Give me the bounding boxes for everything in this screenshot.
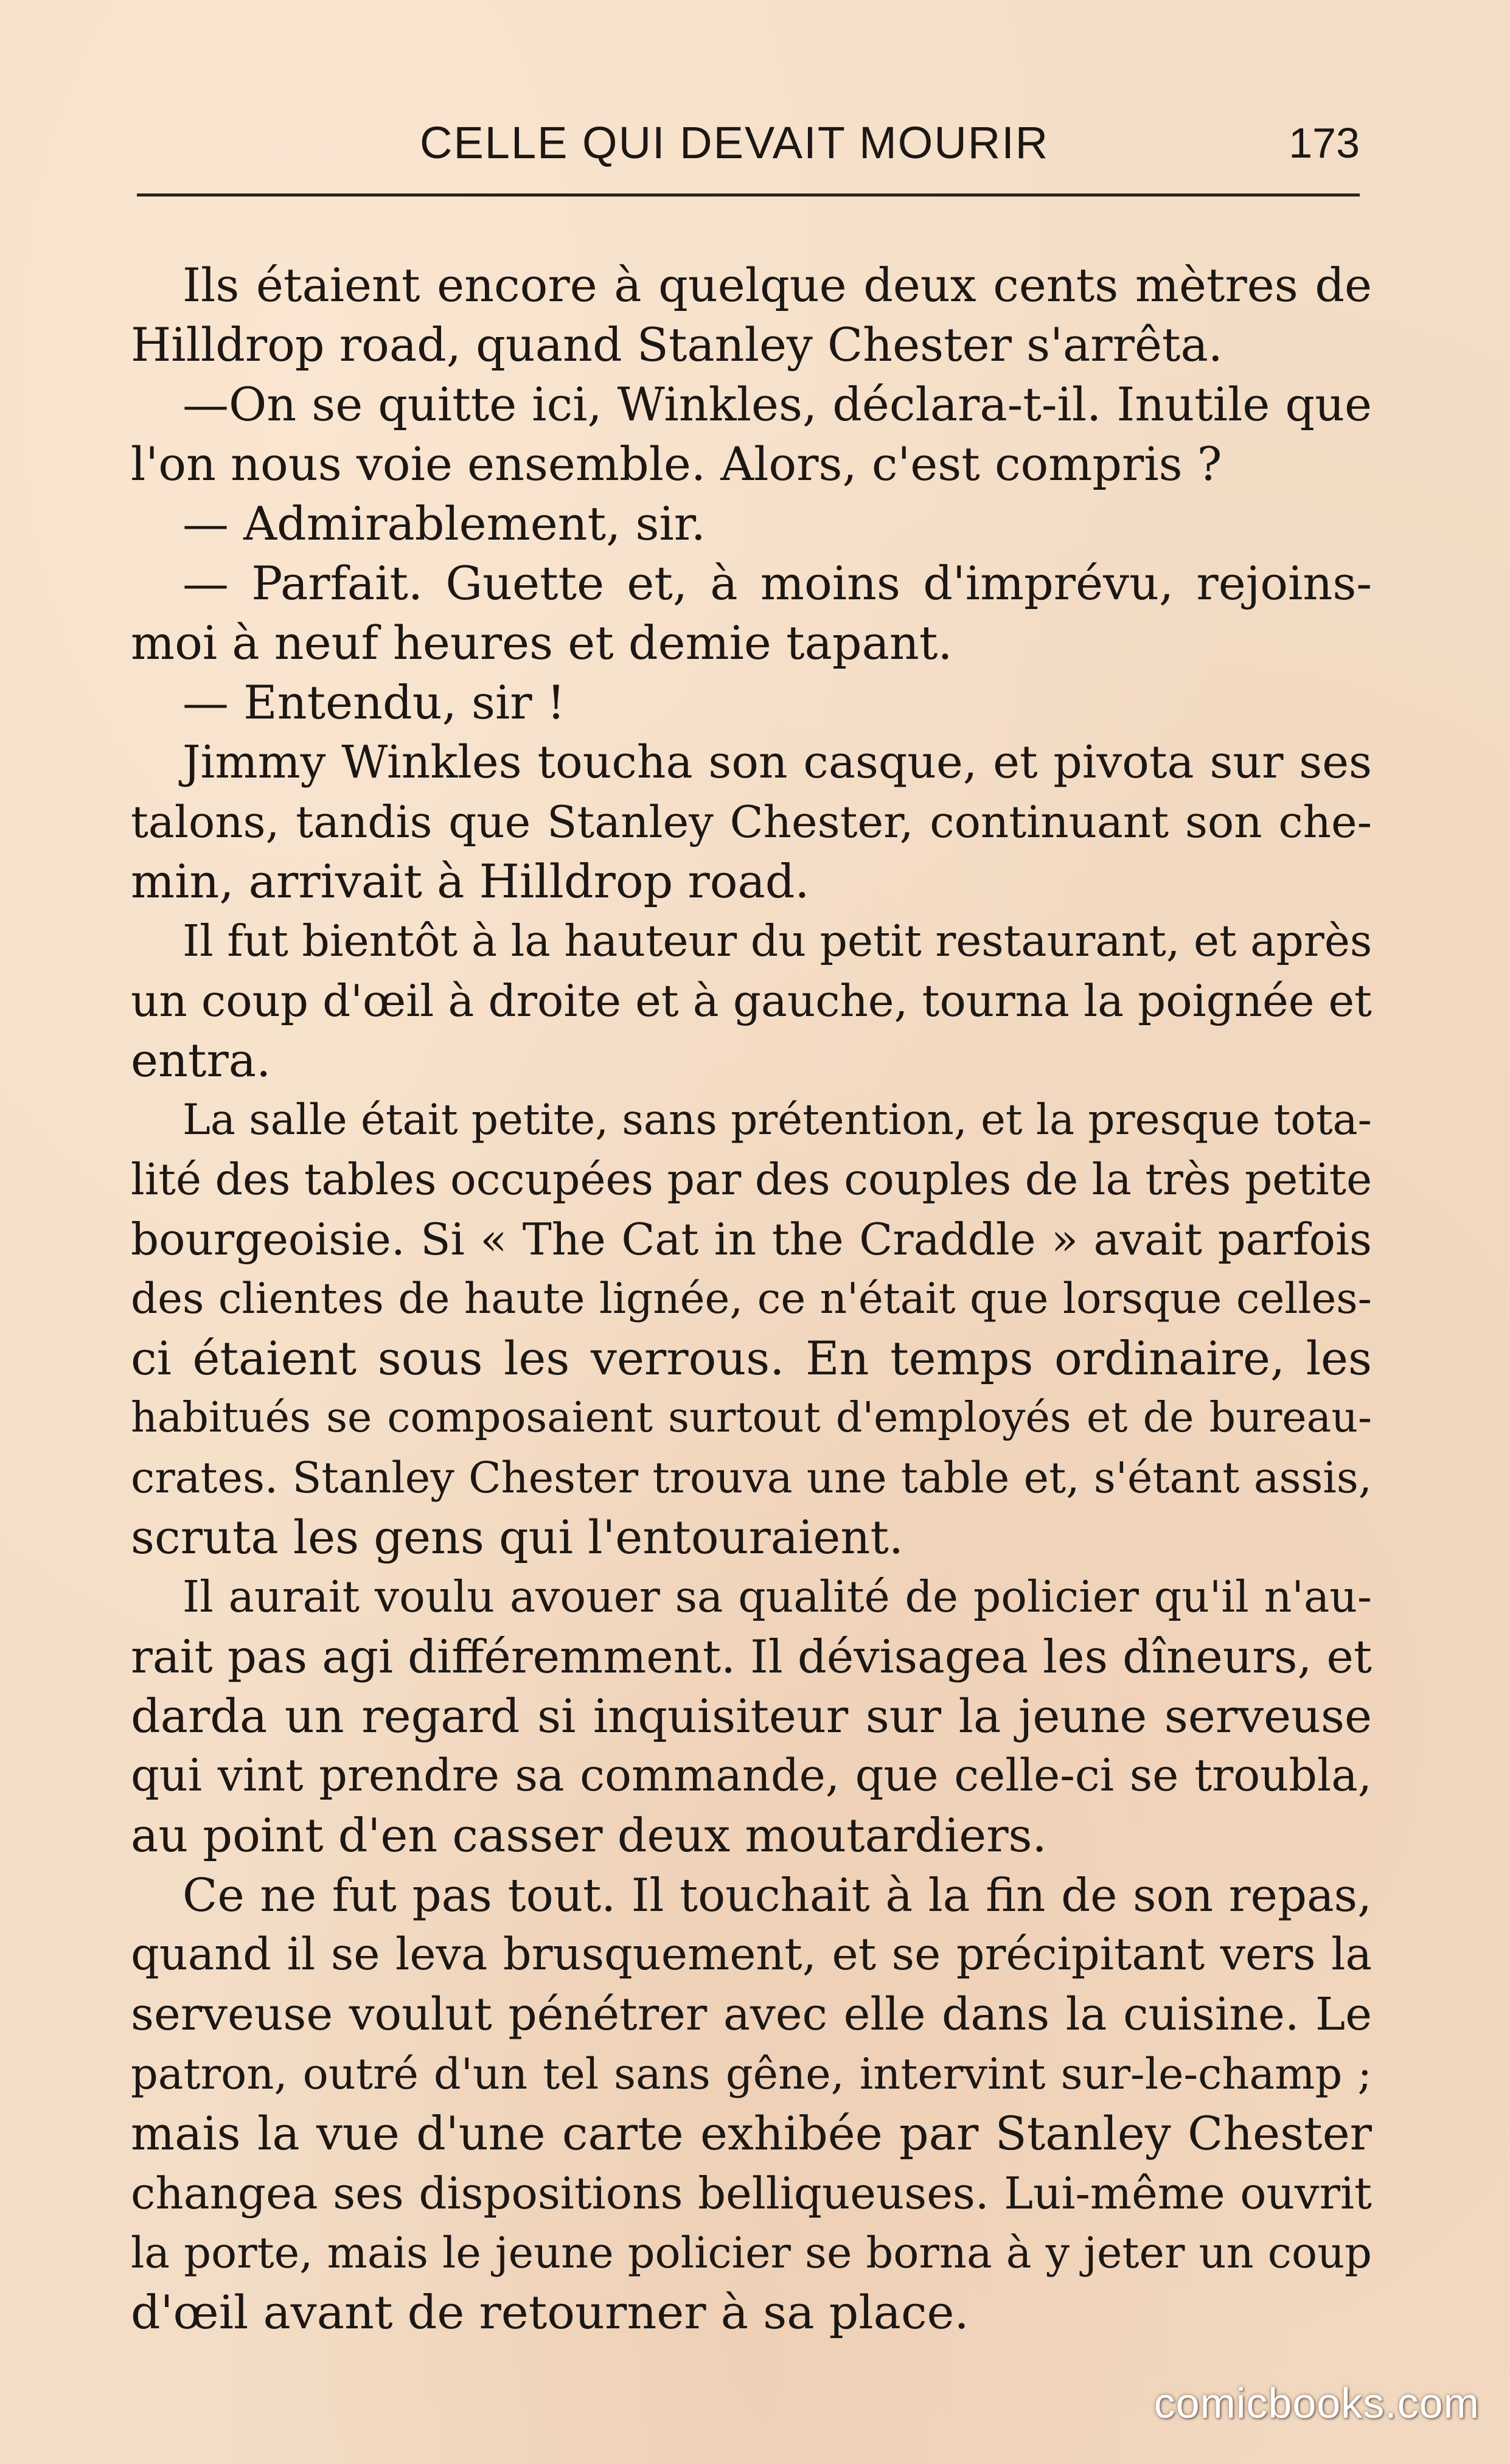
text-line: La salle était petite, sans prétention, et la presque tota- (183, 1096, 1372, 1144)
text-line: lité des tables occupées par des couples de la très petite (131, 1154, 1373, 1205)
text-line: —On se quitte ici, Winkles, déclara-t-il. Inutile que (183, 377, 1372, 431)
page-number: 173 (1289, 119, 1360, 167)
text-line: qui vint prendre sa commande, que celle-ci se troubla, (131, 1750, 1372, 1801)
running-head (137, 113, 1360, 173)
watermark: comicbooks.com (1153, 2379, 1480, 2427)
text-line: crates. Stanley Chester trouva une table et, s'étant assis, (131, 1453, 1372, 1503)
body-text (131, 256, 1372, 2342)
text-line: rait pas agi différemment. Il dévisagea les dîneurs, et (131, 1630, 1372, 1683)
text-line: Il aurait voulu avouer sa qualité de policier qu'il n'au- (183, 1571, 1372, 1622)
text-line: au point d'en casser deux moutardiers. (131, 1808, 1047, 1862)
text-line: min, arrivait à Hilldrop road. (131, 854, 810, 908)
text-line: — Entendu, sir ! (183, 675, 566, 729)
text-line: d'œil avant de retourner à sa place. (131, 2285, 969, 2339)
text-line: talons, tandis que Stanley Chester, continuant son che- (131, 796, 1372, 847)
text-line: un coup d'œil à droite et à gauche, tourna la poignée et (131, 975, 1372, 1026)
text-line: quand il se leva brusquement, et se précipitant vers la (131, 1929, 1372, 1980)
text-line: mais la vue d'une carte exhibée par Stanley Chester (131, 2106, 1372, 2160)
text-line: — Parfait. Guette et, à moins d'imprévu, rejoins- (183, 556, 1372, 610)
header-rule (137, 193, 1360, 197)
text-line: ci étaient sous les verrous. En temps ordinaire, les (131, 1331, 1372, 1385)
text-line: Ce ne fut pas tout. Il touchait à la fin de son repas, (183, 1868, 1372, 1922)
text-line: darda un regard si inquisiteur sur la jeune serveuse (131, 1689, 1372, 1743)
text-line: entra. (131, 1033, 271, 1087)
text-line: Ils étaient encore à quelque deux cents mètres de (183, 258, 1372, 312)
text-line: — Admirablement, sir. (183, 496, 706, 551)
text-line: habitués se composaient surtout d'employés et de bureau- (131, 1394, 1372, 1442)
text-line: Jimmy Winkles toucha son casque, et pivota sur ses (183, 736, 1372, 788)
text-line: Il fut bientôt à la hauteur du petit restaurant, et après (183, 916, 1373, 966)
text-line: moi à neuf heures et demie tapant. (131, 616, 953, 670)
text-line: changea ses dispositions belliqueuses. Lui-même ouvrit (131, 2168, 1372, 2219)
text-line: des clientes de haute lignée, ce n'était que lorsque celles- (131, 1275, 1372, 1323)
text-line: Hilldrop road, quand Stanley Chester s'arrêta. (131, 318, 1223, 372)
text-line: bourgeoisie. Si « The Cat in the Craddle » avait parfois (131, 1214, 1372, 1265)
text-line: la porte, mais le jeune policier se borna à y jeter un coup (131, 2228, 1372, 2278)
text-line: l'on nous voie ensemble. Alors, c'est compris ? (131, 437, 1222, 491)
text-line: scruta les gens qui l'entouraient. (131, 1510, 904, 1564)
text-line: serveuse voulut pénétrer avec elle dans la cuisine. Le (131, 1988, 1372, 2041)
text-line: patron, outré d'un tel sans gêne, intervint sur-le-champ ; (131, 2049, 1372, 2099)
running-title: CELLE QUI DEVAIT MOURIR (420, 117, 1049, 168)
